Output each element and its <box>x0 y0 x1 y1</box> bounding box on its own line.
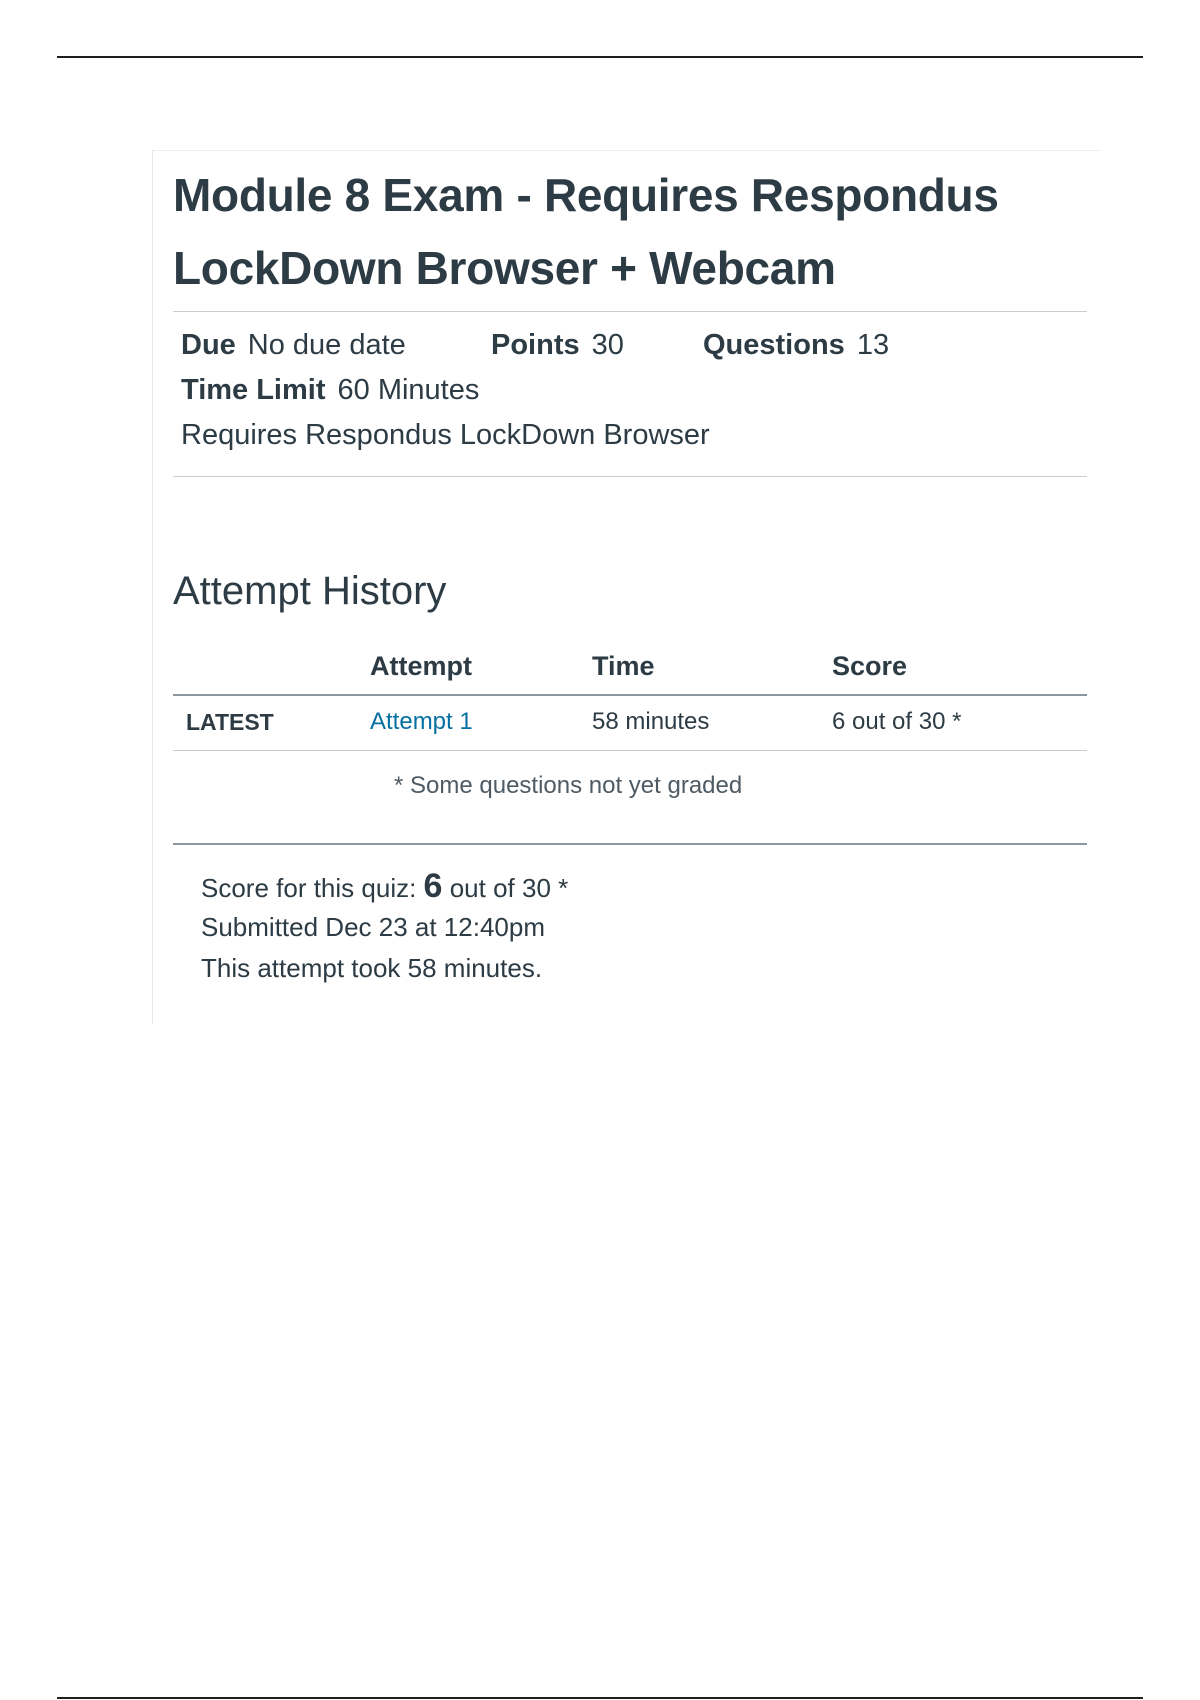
table-row-score-cell: 6 out of 30 * <box>832 708 962 735</box>
points-value: 30 <box>591 329 624 361</box>
page-top-rule <box>57 56 1143 58</box>
quiz-details <box>181 323 889 458</box>
details-divider <box>173 476 1087 477</box>
table-row-divider <box>173 750 1087 751</box>
score-prefix: Score for this quiz: <box>201 873 417 903</box>
questions-value: 13 <box>856 329 890 361</box>
details-row-1 <box>181 323 889 368</box>
requirement-text: Requires Respondus LockDown Browser <box>181 419 710 451</box>
table-header-divider <box>173 694 1087 696</box>
score-suffix: out of 30 * <box>449 873 569 903</box>
quiz-screenshot <box>152 150 1101 1024</box>
due-detail <box>181 323 491 368</box>
attempt-history-title: Attempt History <box>173 569 447 613</box>
score-line <box>201 866 568 907</box>
history-divider <box>173 843 1087 845</box>
quiz-title: Module 8 Exam - Requires Respondus LockDown Browser + Webcam <box>173 169 999 294</box>
time-limit-label: Time Limit <box>181 374 326 406</box>
column-header-attempt: Attempt <box>370 651 472 681</box>
table-row-attempt-cell <box>370 697 473 747</box>
grading-footnote: * Some questions not yet graded <box>394 772 743 799</box>
title-divider <box>173 311 1087 312</box>
latest-label: LATEST <box>186 709 274 735</box>
time-limit-value: 60 Minutes <box>337 374 480 406</box>
due-value: No due date <box>247 329 406 361</box>
time-limit-detail <box>181 368 479 413</box>
submitted-line: Submitted Dec 23 at 12:40pm <box>201 912 545 942</box>
duration-line: This attempt took 58 minutes. <box>201 953 543 983</box>
details-row-2 <box>181 368 889 413</box>
attempt-1-link[interactable]: Attempt 1 <box>370 708 473 735</box>
points-detail <box>491 323 703 368</box>
column-header-score: Score <box>832 651 908 681</box>
column-header-time: Time <box>592 651 655 681</box>
score-value: 6 <box>423 867 443 905</box>
table-row-time-cell: 58 minutes <box>592 708 710 735</box>
questions-detail <box>703 323 889 368</box>
due-label: Due <box>181 329 236 361</box>
questions-label: Questions <box>703 329 845 361</box>
points-label: Points <box>491 329 580 361</box>
page-bottom-rule <box>57 1697 1143 1699</box>
attempt-summary <box>201 866 568 989</box>
